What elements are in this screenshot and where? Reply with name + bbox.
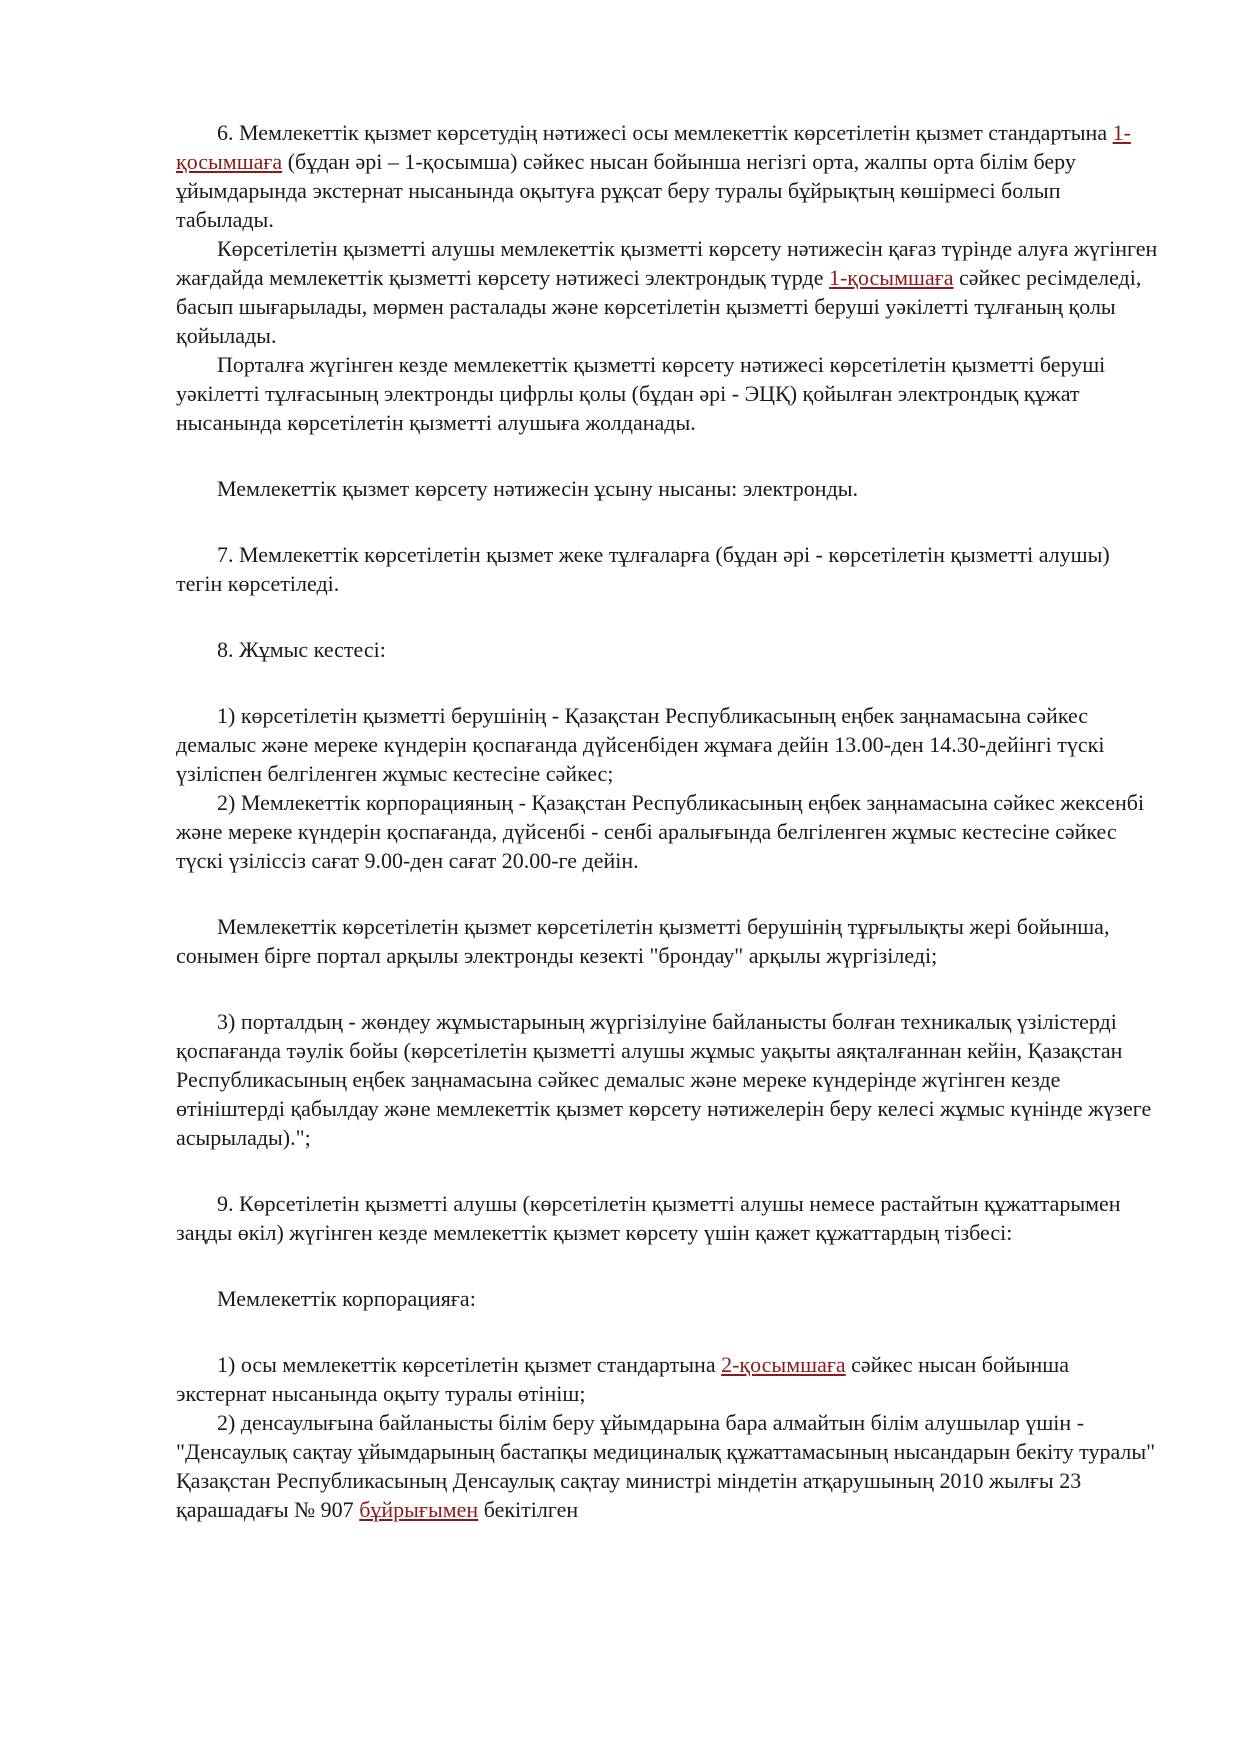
annex-1-link-2[interactable]: 1-қосымшаға [828,265,954,290]
document-page [176,118,1161,1524]
annex-2-link[interactable]: 2-қосымшаға [721,1352,846,1377]
paragraph-9-state-corporation: Мемлекеттік корпорацияға: [217,1286,476,1311]
order-907-link[interactable]: бұйрығымен [359,1497,479,1522]
paragraph-6-paper-result: Көрсетілетін қызметті алушы мемлекеттік қызметті көрсету нәтижесін қағаз түрінде алуға жүгінген жағдайда мемлекеттік қызметті көрсету нәтижесі электрондық түрде 1-қосымшаға сәйкес ресімделеді, басып шығарылады, мөрмен расталады және көрсетілетін қызметті беруші уәкілетті тұлғаның қолы қойылады. [176,236,1158,348]
paragraph-6: 6. Мемлекеттік қызмет көрсетудің нәтижесі осы мемлекеттік көрсетілетін қызмет стандартына 1-қосымшаға (бұдан әрі – 1-қосымша) сәйкес нысан бойынша негізгі орта, жалпы орта білім беру ұйымдарында экстернат нысанында оқытуға рұқсат беру туралы бұйрықтың көшірмесі болып табылады. [176,120,1131,232]
paragraph-8-service-location: Мемлекеттік көрсетілетін қызмет көрсетілетін қызметті берушінің тұрғылықты жері бойынша, сонымен бірге портал арқылы электронды кезекті "брондау" арқылы жүргізіледі; [176,914,1110,968]
paragraph-9: 9. Көрсетілетін қызметті алушы (көрсетілетін қызметті алушы немесе растайтын құжаттарымен заңды өкіл) жүгінген кезде мемлекеттік қызмет көрсету үшін қажет құжаттардың тізбесі: [176,1191,1121,1245]
paragraph-6-result-form: Мемлекеттік қызмет көрсету нәтижесін ұсыну нысаны: электронды. [217,476,859,501]
paragraph-8-heading: 8. Жұмыс кестесі: [217,637,386,662]
paragraph-8-item-2: 2) Мемлекеттік корпорацияның - Қазақстан Республикасының еңбек заңнамасына сәйкес жексенбі және мереке күндерін қоспағанда, дүйсенбі - сенбі аралығында белгіленген жұмыс кестесіне сәйкес түскі үзіліссіз сағат 9.00-ден сағат 20.00-ге дейін. [176,790,1145,873]
paragraph-7: 7. Мемлекеттік көрсетілетін қызмет жеке тұлғаларға (бұдан әрі - көрсетілетін қызметті алушы) тегін көрсетіледі. [176,542,1110,596]
paragraph-9-item-2: 2) денсаулығына байланысты білім беру ұйымдарына бара алмайтын білім алушылар үшін - "Денсаулық сақтау ұйымдарының бастапқы медициналық құжаттамасының нысандарын бекіту туралы" Қазақстан Республикасының Денсаулық сақтау министрі міндетін атқарушының 2010 жылғы 23 қарашадағы № 907 бұйрығымен бекітілген [176,1410,1156,1522]
paragraph-9-item-1: 1) осы мемлекеттік көрсетілетін қызмет стандартына 2-қосымшаға сәйкес нысан бойынша экстернат нысанында оқыту туралы өтініш; [176,1352,1070,1406]
annex-1-link[interactable]: 1-қосымшаға [176,120,1131,174]
paragraph-8-item-1: 1) көрсетілетін қызметті берушінің - Қазақстан Республикасының еңбек заңнамасына сәйкес демалыс және мереке күндерін қоспағанда дүйсенбіден жұмаға дейін 13.00-ден 14.30-дейінгі түскі үзіліспен белгіленген жұмыс кестесіне сәйкес; [176,703,1105,786]
paragraph-8-item-3: 3) порталдың - жөндеу жұмыстарының жүргізілуіне байланысты болған техникалық үзілістерді қоспағанда тәулік бойы (көрсетілетін қызметті алушы жұмыс уақыты аяқталғаннан кейін, Қазақстан Республикасының еңбек заңнамасына сәйкес демалыс және мереке күндерінде жүгінген кезде өтініштерді қабылдау және мемлекеттік қызмет көрсету нәтижелерін беру келесі жұмыс күнінде жүзеге асырылады)."; [176,1009,1152,1150]
paragraph-6-portal-result: Порталға жүгінген кезде мемлекеттік қызметті көрсету нәтижесі көрсетілетін қызметті беруші уәкілетті тұлғасының электронды цифрлы қолы (бұдан әрі - ЭЦҚ) қойылған электрондық құжат нысанында көрсетілетін қызметті алушыға жолданады. [176,352,1106,435]
